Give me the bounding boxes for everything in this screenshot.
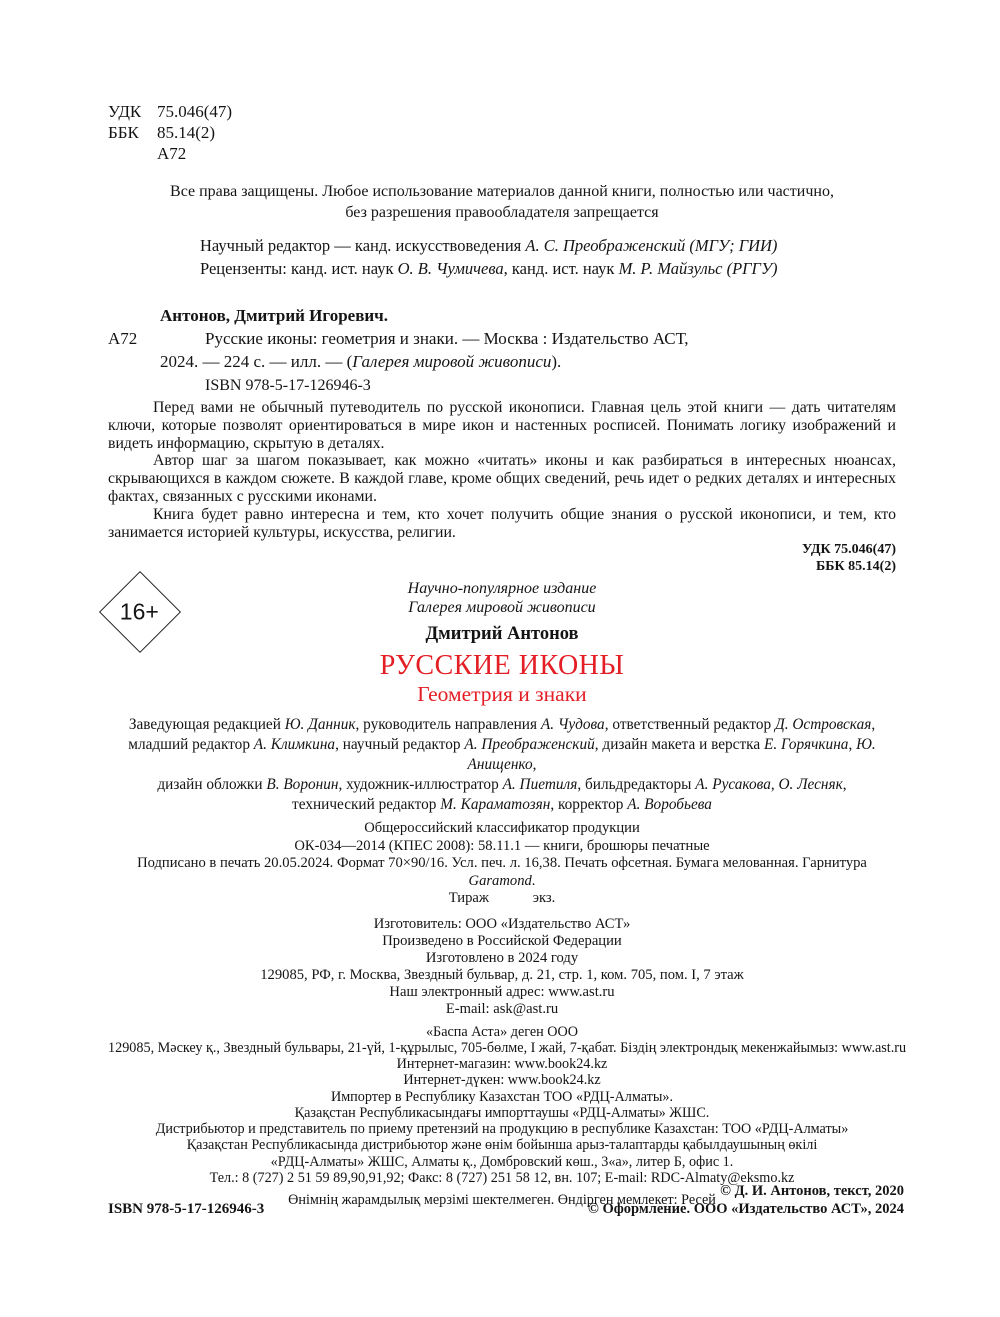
tirazh-line: Тираж экз.: [448, 890, 556, 907]
staff-credits: [108, 715, 896, 815]
print-classifier-block: [108, 820, 896, 908]
annotation-paragraph-3: Книга будет равно интересна и тем, кто хочет получить общие знания о русской иконописи, и тем, кто занимается историей культуры, искусства, религии.: [108, 505, 896, 541]
annotation-block: [108, 399, 896, 541]
kz-importer-kz: Қазақстан Республикасындағы импорттаушы «РДЦ-Алматы» ЖШС.: [294, 1104, 710, 1121]
kz-rdc-address: «РДЦ-Алматы» ЖШС, Алматы қ., Домбровский көш., 3«а», литер Б, офис 1.: [270, 1153, 734, 1170]
credits-line-4: технический редактор М. Караматозян, корректор А. Воробьева: [292, 796, 712, 814]
kz-address: 129085, Мәскеу қ., Звездный бульвары, 21-үй, 1-құрылыс, 705-бөлме, I жай, 7-қабат. Біздің электрондық мекенжайымыз: www.ast.ru: [108, 1040, 907, 1057]
bbk-label: ББК: [108, 123, 139, 142]
book-subtitle: Геометрия и знаки: [417, 682, 587, 707]
book-title: РУССКИЕ ИКОНЫ: [379, 650, 625, 682]
copyright-design-line: © Оформление. ООО «Издательство АСТ», 2024: [587, 1200, 904, 1217]
author-sign-code: [108, 143, 896, 164]
author-name: Дмитрий Антонов: [425, 624, 579, 645]
kz-contacts: Тел.: 8 (727) 2 51 59 89,90,91,92; Факс: 8 (727) 251 58 12, вн. 107; E-mail: RDC-Almaty@eksmo.kz: [209, 1169, 795, 1186]
rights-line-1: Все права защищены. Любое использование материалов данной книги, полностью или частично,: [170, 183, 834, 200]
series-title-line: Галерея мировой живописи: [408, 599, 596, 617]
kazakhstan-block: [108, 1023, 907, 1186]
annotation-paragraph-1: Перед вами не обычный путеводитель по русской иконописи. Главная цель этой книги — дать читателям ключи, которые позволят ориентироваться в мире икон и настенных росписей. Понимать логику изображений и видеть информацию, скрытую в деталях.: [108, 399, 896, 452]
science-editor-line: Научный редактор — канд. искусствоведения А. С. Преображенский (МГУ; ГИИ): [200, 236, 778, 255]
edition-type-line: Научно-популярное издание: [407, 580, 597, 598]
manufacturer-block: [108, 916, 896, 1018]
credits-line-3: дизайн обложки В. Воронин, художник-иллюстратор А. Пиетиля, бильдредакторы А. Русакова, О. Лесняк,: [157, 776, 847, 794]
editors-block: [200, 234, 896, 280]
classification-codes: [108, 101, 896, 164]
manufacturer-line-1: Изготовитель: ООО «Издательство АСТ»: [373, 915, 631, 932]
credits-line-2: младший редактор А. Климкина, научный редактор А. Преображенский, дизайн макета и верстка Е. Горячкина, Ю. Анищенко,: [128, 736, 876, 774]
classification-codes-right: [108, 541, 896, 575]
udk-value: 75.046(47): [157, 102, 233, 121]
record-line-2: 2024. — 224 с. — илл. — (Галерея мировой живописи).: [160, 352, 562, 371]
kz-shop-kz: Интернет-дүкен: www.book24.kz: [403, 1072, 601, 1089]
record-line-1: Русские иконы: геометрия и знаки. — Москва : Издательство АСТ,: [205, 329, 689, 348]
reviewers-line: Рецензенты: канд. ист. наук О. В. Чумичева, канд. ист. наук М. Р. Майзульс (РГГУ): [200, 259, 778, 278]
bbk-code: [108, 122, 896, 143]
copyright-block: [588, 1183, 904, 1218]
classifier-code: ОК-034—2014 (КПЕС 2008): 58.11.1 — книги, брошюры печатные: [294, 837, 710, 854]
kz-shop-ru: Интернет-магазин: www.book24.kz: [396, 1056, 608, 1073]
bbk-right: ББК 85.14(2): [816, 559, 896, 575]
bbk-value: 85.14(2): [157, 123, 216, 142]
manufacturer-address: 129085, РФ, г. Москва, Звездный бульвар, д. 21, стр. 1, ком. 705, пом. I, 7 этаж: [260, 966, 744, 983]
udk-label: УДК: [108, 102, 142, 121]
page-footer: [108, 1183, 904, 1218]
udk-right: УДК 75.046(47): [802, 542, 896, 558]
classifier-title: Общероссийский классификатор продукции: [364, 820, 640, 837]
kz-importer-ru: Импортер в Республику Казахстан ТОО «РДЦ-Алматы».: [330, 1088, 674, 1105]
kz-distributor-ru: Дистрибьютор и представитель по приему претензий на продукцию в республике Казахстан: ТОО «РДЦ-Алматы»: [155, 1121, 849, 1138]
series-block: [108, 579, 896, 617]
manufacturer-email: E-mail: ask@ast.ru: [445, 1000, 559, 1017]
udk-code: [108, 101, 896, 122]
annotation-paragraph-2: Автор шаг за шагом показывает, как можно «читать» иконы и как разбираться в интересных нюансах, скрывающихся в каждом сюжете. В каждой главе, кроме общих сведений, речь идет о редких деталях и интересных фактах, связанных с русскими иконами.: [108, 452, 896, 505]
copyright-text-line: © Д. И. Антонов, текст, 2020: [720, 1183, 904, 1199]
footer-isbn: ISBN 978-5-17-126946-3: [108, 1201, 265, 1217]
manufacturer-line-3: Изготовлено в 2024 году: [425, 949, 579, 966]
manufacturer-line-2: Произведено в Российской Федерации: [382, 932, 622, 949]
record-isbn: ISBN 978-5-17-126946-3: [205, 377, 371, 394]
author-sign-value: А72: [157, 144, 187, 163]
author-sign-margin: А72: [108, 329, 138, 348]
print-run-details: Подписано в печать 20.05.2024. Формат 70×90/16. Усл. печ. л. 16,38. Печать офсетная. Бумага мелованная. Гарнитура Garamond.: [137, 855, 871, 889]
manufacturer-website: Наш электронный адрес: www.ast.ru: [389, 983, 615, 1000]
rights-notice: [108, 181, 896, 223]
kz-shelf-life-note: Өнімнің жарамдылық мерзімі шектелмеген. Өндірген мемлекет: Ресей: [288, 1191, 716, 1208]
age-rating-value: 16+: [120, 598, 160, 625]
rights-line-2: без разрешения правообладателя запрещается: [345, 204, 659, 221]
kz-line-1: «Баспа Аста» деген ООО: [425, 1023, 579, 1040]
credits-line-1: Заведующая редакцией Ю. Данник, руководитель направления А. Чудова, ответственный редактор Д. Островская,: [128, 716, 876, 734]
record-author-heading: Антонов, Дмитрий Игоревич.: [160, 306, 389, 325]
bibliographic-record: [108, 304, 896, 396]
kz-distributor-kz: Қазақстан Республикасында дистрибьютор және өнім бойынша арыз-талаптарды қабылдаушының өкілі: [186, 1137, 818, 1154]
